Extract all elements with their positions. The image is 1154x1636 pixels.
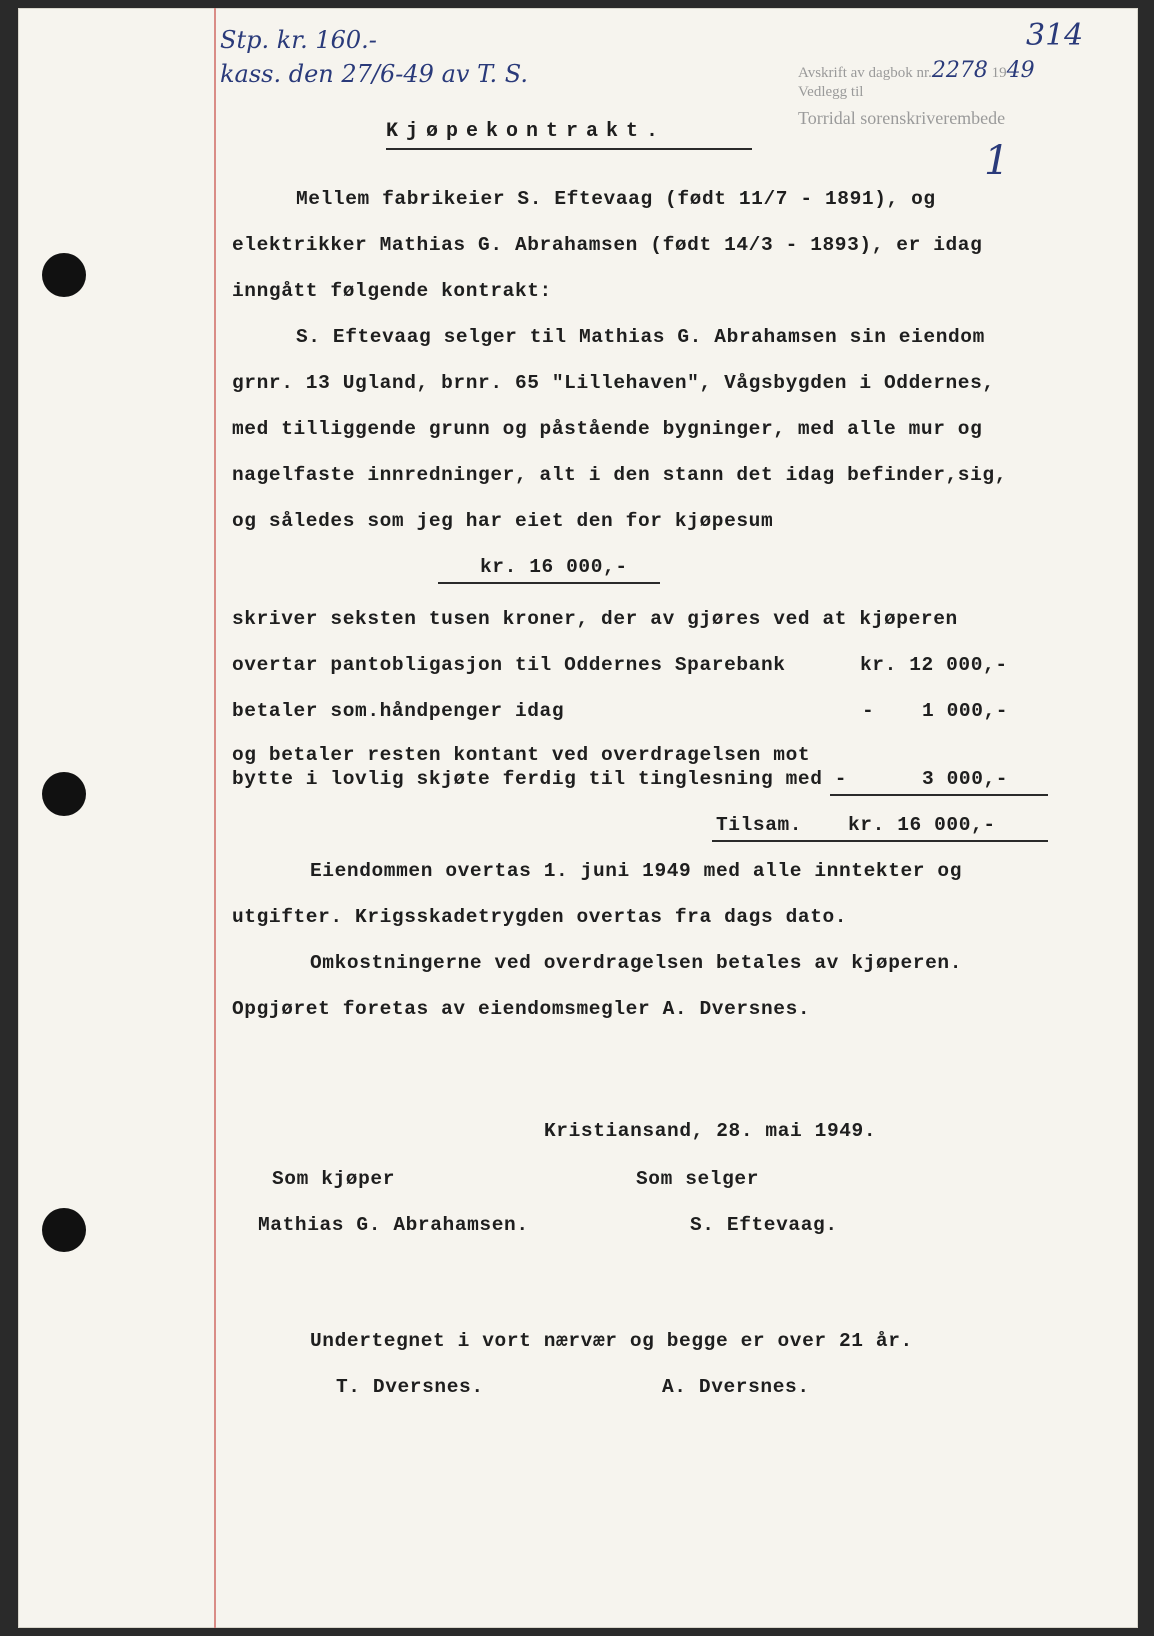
punch-hole-icon	[42, 1208, 86, 1252]
price-underline	[438, 582, 660, 584]
payment-row-amount: 1 000,-	[922, 700, 1009, 722]
witness-name: A. Dversnes.	[662, 1376, 810, 1398]
text-line: Eiendommen overtas 1. juni 1949 med alle inntekter og	[310, 860, 963, 882]
text-line: nagelfaste innredninger, alt i den stann det idag befinder,sig,	[232, 464, 1008, 486]
handwritten-cashed-note: kass. den 27/6-49 av T. S.	[220, 60, 529, 88]
text-line: elektrikker Mathias G. Abrahamsen (født 14/3 - 1893), er idag	[232, 234, 983, 256]
seller-name: S. Eftevaag.	[690, 1214, 838, 1236]
buyer-name: Mathias G. Abrahamsen.	[258, 1214, 529, 1236]
total-underline	[712, 840, 1048, 842]
total-label: Tilsam.	[716, 814, 803, 836]
total-amount: kr. 16 000,-	[848, 814, 996, 836]
punch-hole-icon	[42, 253, 86, 297]
registry-stamp-line2: Vedlegg til	[798, 84, 864, 100]
margin-line	[214, 8, 216, 1628]
document-title: Kjøpekontrakt.	[386, 120, 667, 143]
payment-row-text: overtar pantobligasjon til Oddernes Sparebank	[232, 654, 786, 676]
text-line: S. Eftevaag selger til Mathias G. Abrahamsen sin eiendom	[296, 326, 985, 348]
text-line: med tilliggende grunn og påstående bygninger, med alle mur og	[232, 418, 983, 440]
text-line: Opgjøret foretas av eiendomsmegler A. Dversnes.	[232, 998, 811, 1020]
handwritten-mark: 1	[984, 138, 1010, 184]
registry-stamp-line3: Torridal sorenskriverembede	[798, 108, 1006, 128]
payment-row-dash: -	[862, 700, 875, 722]
text-line: og således som jeg har eiet den for kjøpesum	[232, 510, 774, 532]
registry-stamp-line1: Avskrift av dagbok nr.2278 1949	[798, 58, 1035, 83]
witness-statement: Undertegnet i vort nærvær og begge er over 21 år.	[310, 1330, 913, 1352]
text-line: inngått følgende kontrakt:	[232, 280, 552, 302]
document-page	[18, 8, 1138, 1628]
punch-hole-icon	[42, 772, 86, 816]
place-date: Kristiansand, 28. mai 1949.	[544, 1120, 877, 1142]
title-underline	[386, 148, 752, 150]
payment-row-amount: kr. 12 000,-	[860, 654, 1008, 676]
handwritten-stamp-fee: Stp. kr. 160.-	[220, 26, 377, 54]
witness-name: T. Dversnes.	[336, 1376, 484, 1398]
text-line: Omkostningerne ved overdragelsen betales av kjøperen.	[310, 952, 963, 974]
text-line: utgifter. Krigsskadetrygden overtas fra dags dato.	[232, 906, 848, 928]
seller-label: Som selger	[636, 1168, 760, 1190]
text-line: grnr. 13 Ugland, brnr. 65 "Lillehaven", Vågsbygden i Oddernes,	[232, 372, 995, 394]
payment-row-text: betaler som.håndpenger idag	[232, 700, 565, 722]
buyer-label: Som kjøper	[272, 1168, 396, 1190]
text-line: skriver seksten tusen kroner, der av gjøres ved at kjøperen	[232, 608, 958, 630]
sum-underline	[830, 794, 1048, 796]
payment-row-text: og betaler resten kontant ved overdragelsen mot	[232, 744, 811, 766]
text-line: Mellem fabrikeier S. Eftevaag (født 11/7 - 1891), og	[296, 188, 936, 210]
payment-row-amount: 3 000,-	[922, 768, 1009, 790]
purchase-price: kr. 16 000,-	[480, 556, 628, 578]
payment-row-text: bytte i lovlig skjøte ferdig til tinglesning med -	[232, 768, 848, 790]
handwritten-page-number: 314	[1026, 18, 1084, 53]
